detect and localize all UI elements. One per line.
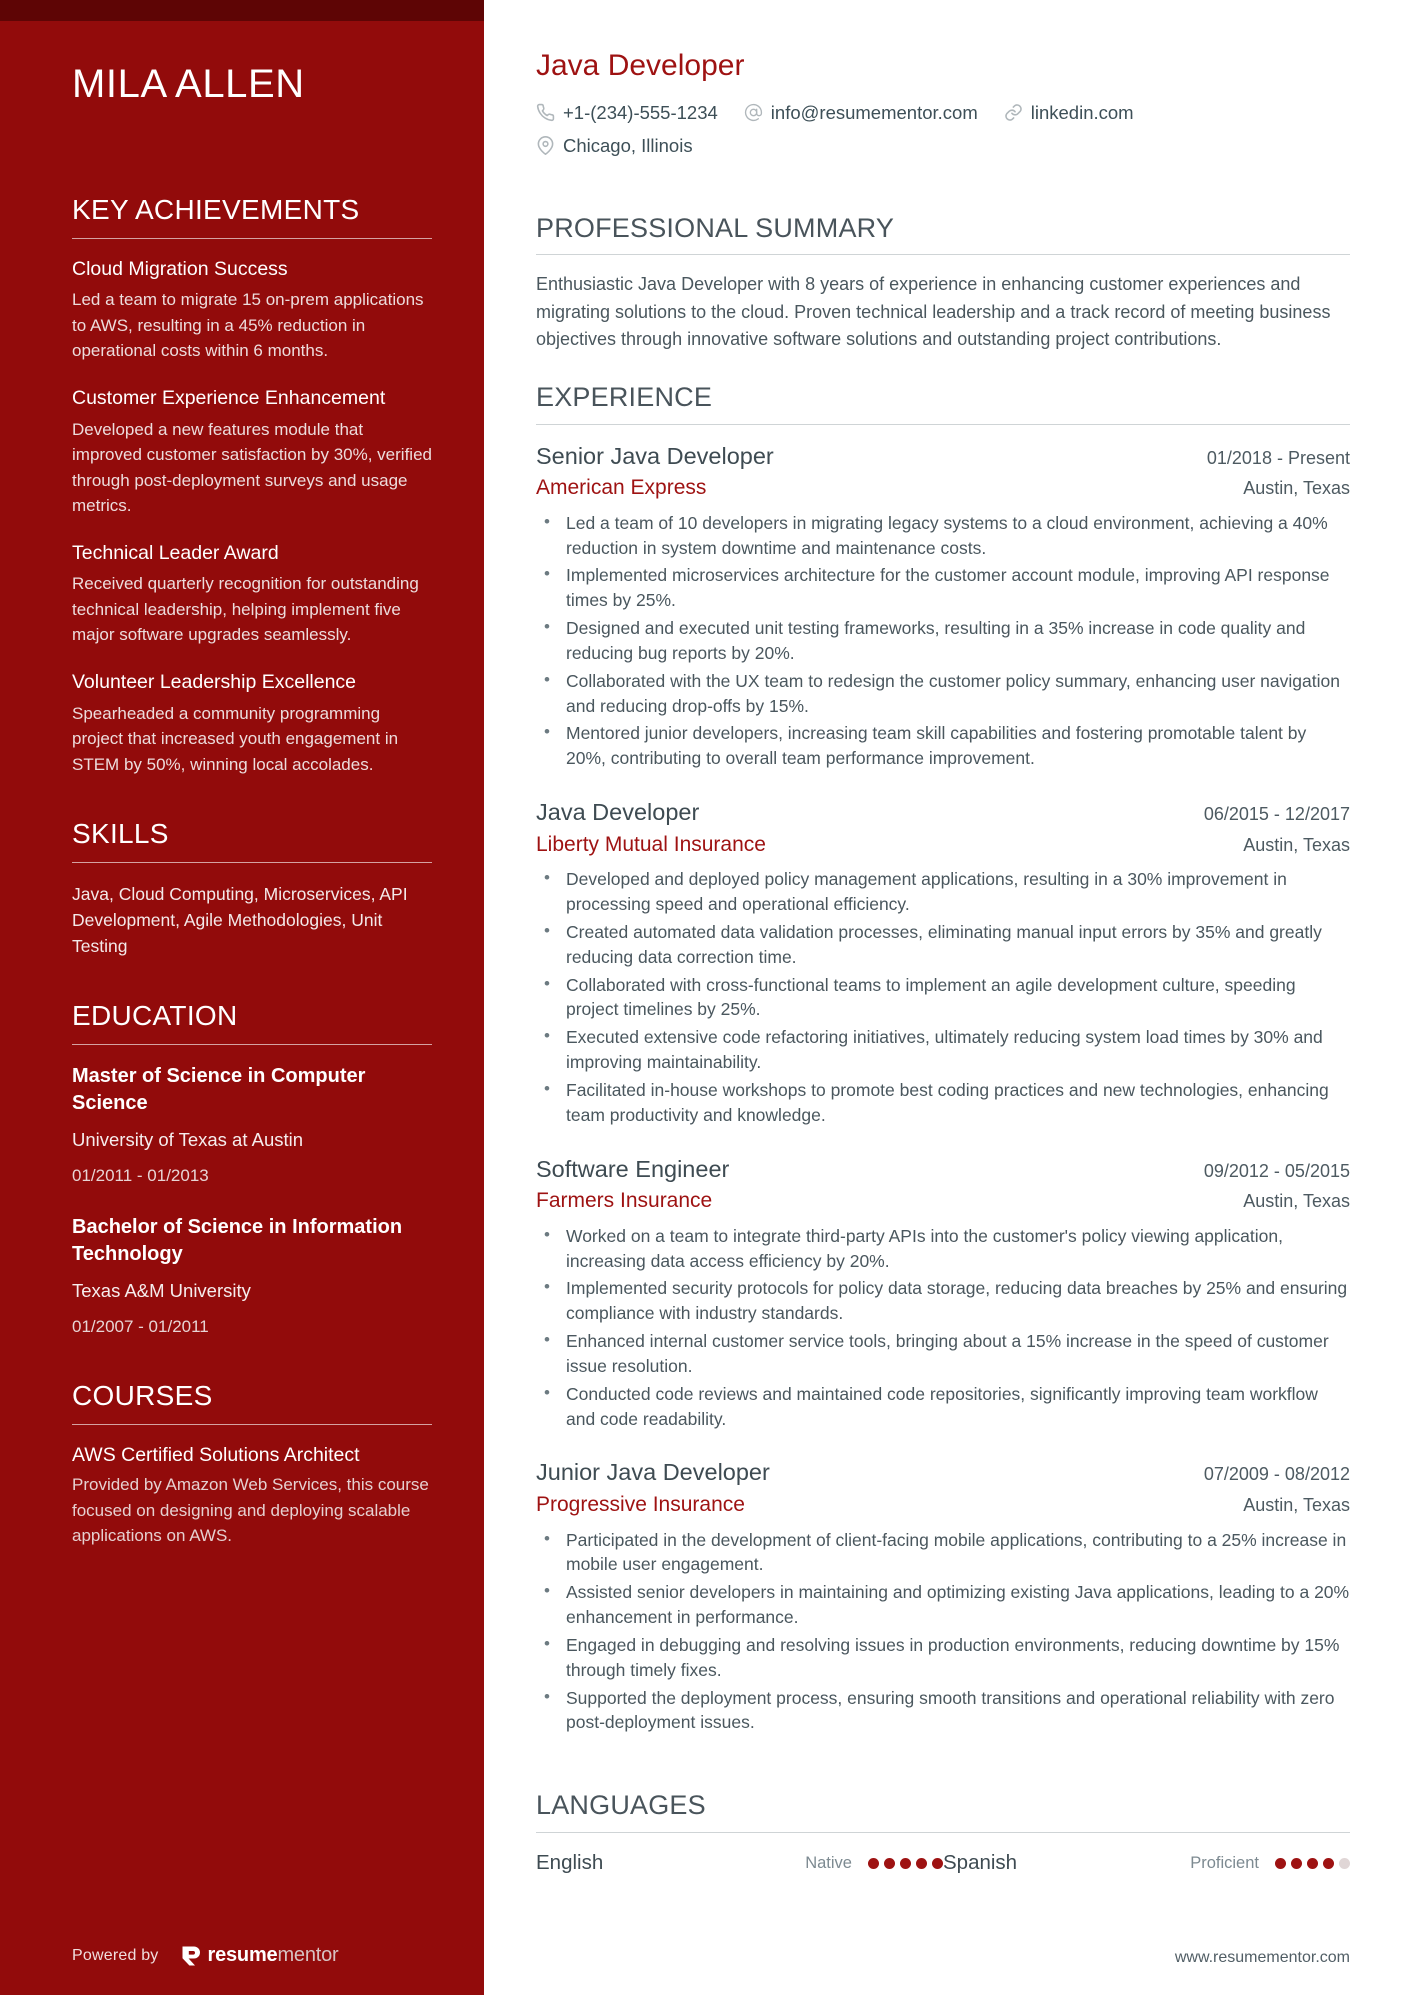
experience-company-row — [536, 831, 1350, 859]
sidebar — [0, 0, 484, 1995]
education-item — [72, 1063, 432, 1188]
languages-row — [536, 1849, 1350, 1878]
proficiency-dot-filled — [1307, 1858, 1318, 1869]
experience-title-row — [536, 1457, 1350, 1489]
section-professional-summary — [536, 212, 1350, 353]
experience-item — [536, 1154, 1350, 1432]
section-languages — [536, 1789, 1350, 1877]
experience-title-row — [536, 797, 1350, 829]
language-proficiency-dots — [868, 1858, 943, 1869]
divider — [72, 238, 432, 239]
achievement-item — [72, 386, 432, 519]
divider — [72, 1044, 432, 1045]
section-key-achievements — [72, 193, 432, 777]
achievement-description: Received quarterly recognition for outstanding technical leadership, helping implement five major software upgrades seamlessly. — [72, 574, 419, 645]
site-url: www.resumementor.com — [1174, 1949, 1350, 1966]
logo-bold-part: resume — [207, 1944, 278, 1966]
powered-by-label: Powered by — [72, 1946, 159, 1964]
section-heading-skills: SKILLS — [72, 818, 169, 850]
education-school: University of Texas at Austin — [72, 1129, 304, 1151]
job-bullet: • Engaged in debugging and resolving issues in production environments, reducing downtime by 15% through timely fixes. — [536, 1633, 1350, 1683]
job-dates: 06/2015 - 12/2017 — [1203, 804, 1350, 825]
achievement-description: Spearheaded a community programming project that increased youth engagement in STEM by 50%, winning local accolades. — [72, 703, 399, 774]
job-dates: 01/2018 - Present — [1206, 447, 1350, 468]
achievement-item — [72, 257, 432, 364]
language-proficiency-dots — [1275, 1858, 1350, 1869]
section-heading-summary: PROFESSIONAL SUMMARY — [536, 212, 895, 243]
language-level: Native — [805, 1853, 852, 1872]
achievement-title: Technical Leader Award — [72, 541, 279, 564]
resumementor-logo — [181, 1944, 339, 1967]
job-bullets — [536, 1528, 1350, 1736]
contact-linkedin[interactable] — [1004, 100, 1134, 126]
achievement-title: Volunteer Leadership Excellence — [72, 670, 357, 693]
job-bullet: • Collaborated with cross-functional teams to implement an agile development culture, speeding project timelines by 25%. — [536, 973, 1350, 1023]
skills-list: Java, Cloud Computing, Microservices, API Development, Agile Methodologies, Unit Testing — [72, 883, 408, 957]
job-bullet: • Executed extensive code refactoring initiatives, ultimately reducing system load times by 30% and improving maintainability. — [536, 1025, 1350, 1075]
achievement-title: Customer Experience Enhancement — [72, 386, 386, 409]
job-bullet: • Implemented microservices architecture for the customer account module, improving API response times by 25%. — [536, 563, 1350, 613]
contact-linkedin-text: linkedin.com — [1030, 102, 1134, 123]
job-bullet: • Facilitated in-house workshops to promote best coding practices and new technologies, enhancing team productivity and knowledge. — [536, 1078, 1350, 1128]
education-item — [72, 1214, 432, 1339]
job-title: Java Developer — [536, 799, 700, 826]
experience-item — [536, 1457, 1350, 1735]
achievement-item — [72, 670, 432, 777]
divider — [72, 1424, 432, 1425]
main-footer — [536, 1923, 1350, 1995]
proficiency-dot-filled — [900, 1858, 911, 1869]
proficiency-dot-empty — [1339, 1858, 1350, 1869]
job-title: Junior Java Developer — [536, 1459, 770, 1486]
job-bullet: • Conducted code reviews and maintained code repositories, significantly improving team workflow and code readability. — [536, 1382, 1350, 1432]
divider — [72, 862, 432, 863]
summary-text: Enthusiastic Java Developer with 8 years of experience in enhancing customer experiences and migrating solutions to the cloud. Proven technical leadership and a track record of meeting business objectives through innovative software solutions and outstanding project contributions. — [536, 274, 1331, 349]
achievement-description: Led a team to migrate 15 on-prem applications to AWS, resulting in a 45% reduction in operational costs within 6 months. — [72, 290, 424, 361]
language-name: Spanish — [943, 1850, 1018, 1874]
divider — [536, 1832, 1350, 1833]
contact-row-secondary — [536, 133, 1350, 159]
job-location: Austin, Texas — [1243, 834, 1350, 855]
language-level: Proficient — [1190, 1853, 1259, 1872]
contact-location — [536, 133, 693, 159]
job-dates: 09/2012 - 05/2015 — [1203, 1160, 1350, 1181]
job-title: Software Engineer — [536, 1155, 730, 1182]
job-company: Progressive Insurance — [536, 1493, 745, 1517]
job-bullet: • Participated in the development of client-facing mobile applications, contributing to a 25% increase in mobile user engagement. — [536, 1528, 1350, 1578]
candidate-name: MILA ALLEN — [72, 62, 305, 106]
education-degree: Bachelor of Science in Information Technology — [72, 1216, 403, 1265]
language-item — [943, 1849, 1350, 1878]
achievement-title: Cloud Migration Success — [72, 257, 288, 280]
logo-light-part: mentor — [277, 1944, 339, 1966]
job-bullet: • Led a team of 10 developers in migrating legacy systems to a cloud environment, achieving a 40% reduction in system downtime and maintenance costs. — [536, 511, 1350, 561]
job-location: Austin, Texas — [1243, 1495, 1350, 1516]
job-title: Senior Java Developer — [536, 442, 774, 469]
resumementor-mark-icon — [181, 1945, 202, 1967]
link-icon — [1004, 103, 1023, 122]
job-bullets — [536, 511, 1350, 771]
contact-row-primary — [536, 100, 1350, 126]
job-bullets — [536, 1224, 1350, 1432]
job-company: American Express — [536, 476, 707, 500]
job-bullet: • Designed and executed unit testing frameworks, resulting in a 35% increase in code quality and reducing bug reports by 20%. — [536, 616, 1350, 666]
experience-company-row — [536, 474, 1350, 502]
section-heading-languages: LANGUAGES — [536, 1790, 706, 1821]
contact-phone-text: +1-(234)-555-1234 — [563, 102, 718, 123]
job-location: Austin, Texas — [1243, 1191, 1350, 1212]
experience-title-row — [536, 1154, 1350, 1186]
job-bullet: • Created automated data validation processes, eliminating manual input errors by 35% and greatly reducing data correction time. — [536, 920, 1350, 970]
job-dates: 07/2009 - 08/2012 — [1203, 1464, 1350, 1485]
proficiency-dot-filled — [1291, 1858, 1302, 1869]
proficiency-dot-filled — [932, 1858, 943, 1869]
experience-item — [536, 797, 1350, 1128]
job-location: Austin, Texas — [1243, 478, 1350, 499]
sidebar-content — [0, 21, 484, 1944]
section-skills — [72, 817, 432, 959]
location-pin-icon — [536, 136, 555, 155]
candidate-headline: Java Developer — [536, 49, 745, 82]
course-item — [72, 1443, 432, 1549]
resumementor-wordmark — [208, 1944, 339, 1967]
contact-phone[interactable] — [536, 100, 718, 126]
proficiency-dot-filled — [884, 1858, 895, 1869]
section-heading-achievements: KEY ACHIEVEMENTS — [72, 194, 360, 225]
job-company: Liberty Mutual Insurance — [536, 832, 766, 856]
job-bullets — [536, 867, 1350, 1127]
job-bullet: • Mentored junior developers, increasing team skill capabilities and fostering promotable talent by 20%, contributing to overall team performance improvement. — [536, 721, 1350, 771]
experience-company-row — [536, 1187, 1350, 1215]
main-content — [484, 0, 1410, 1995]
section-heading-education: EDUCATION — [72, 1000, 238, 1032]
education-dates: 01/2011 - 01/2013 — [72, 1166, 209, 1186]
proficiency-dot-filled — [1275, 1858, 1286, 1869]
section-courses — [72, 1379, 432, 1549]
experience-item — [536, 441, 1350, 772]
sidebar-footer — [0, 1944, 484, 1995]
phone-icon — [536, 103, 555, 122]
job-bullet: • Implemented security protocols for policy data storage, reducing data breaches by 25% and ensuring compliance with industry standards. — [536, 1276, 1350, 1326]
job-bullet: • Developed and deployed policy management applications, resulting in a 30% improvement in processing speed and operational efficiency. — [536, 867, 1350, 917]
job-bullet: • Enhanced internal customer service tools, bringing about a 15% increase in the speed of customer issue resolution. — [536, 1329, 1350, 1379]
job-company: Farmers Insurance — [536, 1189, 713, 1213]
section-heading-experience: EXPERIENCE — [536, 382, 713, 413]
proficiency-dot-filled — [868, 1858, 879, 1869]
contact-email-text: info@resumementor.com — [770, 102, 978, 123]
contact-info — [536, 100, 1350, 166]
email-at-icon — [744, 103, 763, 122]
education-degree: Master of Science in Computer Science — [72, 1064, 366, 1114]
section-heading-courses: COURSES — [72, 1380, 213, 1412]
achievement-description: Developed a new features module that improved customer satisfaction by 30%, verified through post-deployment surveys and usage metrics. — [72, 419, 432, 516]
education-school: Texas A&M University — [72, 1280, 251, 1302]
contact-email[interactable] — [744, 100, 978, 126]
experience-title-row — [536, 441, 1350, 473]
education-dates: 01/2007 - 01/2011 — [72, 1317, 209, 1337]
course-title: AWS Certified Solutions Architect — [72, 1443, 360, 1466]
contact-location-text: Chicago, Illinois — [563, 134, 693, 156]
achievement-item — [72, 541, 432, 648]
proficiency-dot-filled — [916, 1858, 927, 1869]
proficiency-dot-filled — [1323, 1858, 1334, 1869]
divider — [536, 254, 1350, 255]
section-education — [72, 999, 432, 1339]
section-experience — [536, 381, 1350, 1761]
job-bullet: • Supported the deployment process, ensuring smooth transitions and operational reliability with zero post-deployment issues. — [536, 1686, 1350, 1736]
experience-company-row — [536, 1491, 1350, 1519]
language-item — [536, 1849, 943, 1878]
divider — [536, 424, 1350, 425]
job-bullet: • Assisted senior developers in maintaining and optimizing existing Java applications, leading to a 20% enhancement in performance. — [536, 1580, 1350, 1630]
language-name: English — [536, 1850, 604, 1874]
course-description: Provided by Amazon Web Services, this course focused on designing and deploying scalable applications on AWS. — [72, 1475, 429, 1546]
job-bullet: • Worked on a team to integrate third-party APIs into the customer's policy viewing application, increasing data access efficiency by 20%. — [536, 1224, 1350, 1274]
sidebar-top-band — [0, 0, 484, 21]
job-bullet: • Collaborated with the UX team to redesign the customer policy summary, enhancing user navigation and reducing drop-offs by 15%. — [536, 669, 1350, 719]
